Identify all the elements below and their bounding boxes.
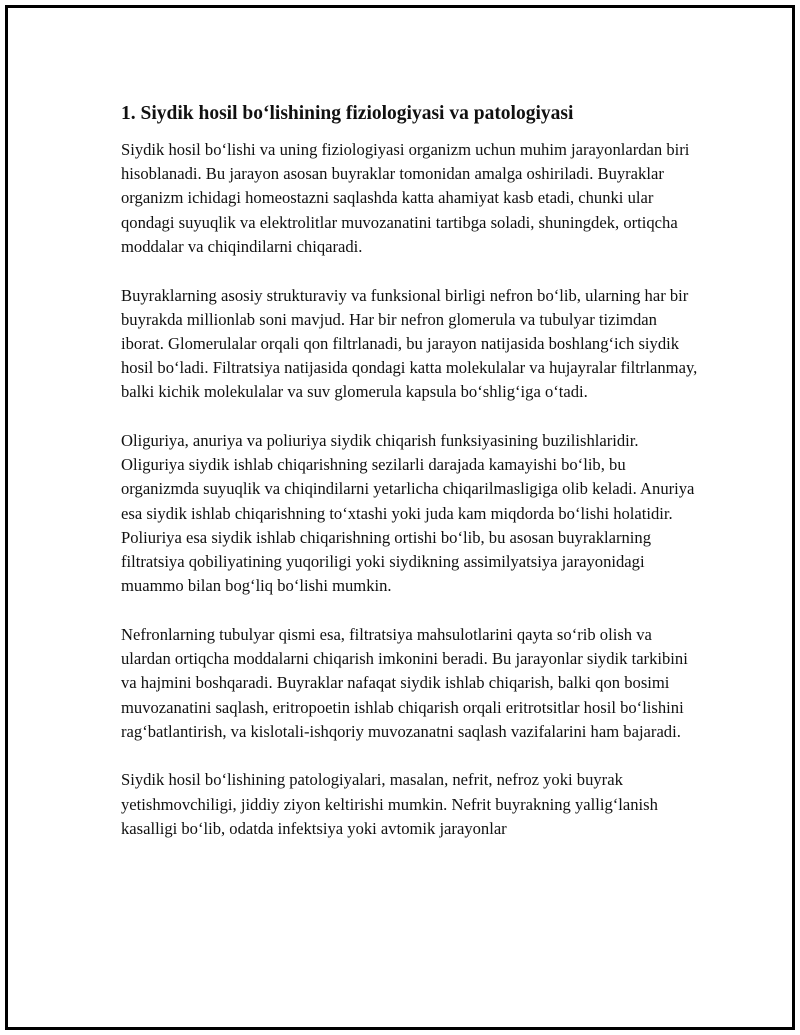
page-frame	[5, 5, 795, 1030]
section-heading: 1. Siydik hosil bo‘lishining fiziologiyasi va patologiyasi	[121, 103, 574, 124]
paragraph-4: Nefronlarning tubulyar qismi esa, filtratsiya mahsulotlarini qayta so‘rib olish va ulardan ortiqcha moddalarni chiqarish imkonini beradi. Bu jarayonlar siydik tarkibini va hajmini boshqaradi. Buyraklar nafaqat siydik ishlab chiqarish, balki qon bosimi muvozanatini saqlash, eritropoetin ishlab chiqarish orqali eritrotsitlar hosil bo‘lishini rag‘batlantirish, va kislotali-ishqoriy muvozanatni saqlash vazifalarini ham bajaradi.	[121, 624, 688, 741]
paragraph-2: Buyraklarning asosiy strukturaviy va funksional birligi nefron bo‘lib, ularning har bir buyrakda millionlab soni mavjud. Har bir nefron glomerula va tubulyar tizimdan iborat. Glomerulalar orqali qon filtrlanadi, bu jarayon natijasida boshlang‘ich siydik hosil bo‘ladi. Filtratsiya natijasida qondagi katta molekulalar va hujayralar filtrlanmay, balki kichik molekulalar va suv glomerula kapsula bo‘shlig‘iga o‘tadi.	[121, 285, 698, 402]
paragraph-1: Siydik hosil bo‘lishi va uning fiziologiyasi organizm uchun muhim jarayonlardan biri hisoblanadi. Bu jarayon asosan buyraklar tomonidan amalga oshiriladi. Buyraklar organizm ichidagi homeostazni saqlashda katta ahamiyat kasb etadi, chunki ular qondagi suyuqlik va elektrolitlar muvozanatini tartibga soladi, shuningdek, ortiqcha moddalar va chiqindilarni chiqaradi.	[121, 140, 690, 256]
paragraph-3: Oliguriya, anuriya va poliuriya siydik chiqarish funksiyasining buzilishlaridir. Oliguriya siydik ishlab chiqarishning sezilarli darajada kamayishi bo‘lib, bu organizmda suyuqlik va chiqindilarni yetarlicha chiqarilmasligiga olib keladi. Anuriya esa siydik ishlab chiqarishning to‘xtashi yoki juda kam miqdorda bo‘lishi holatidir. Poliuriya esa siydik ishlab chiqarishning ortishi bo‘lib, bu asosan buyraklarning filtratsiya qobiliyatining yuqoriligi yoki siydikning assimilyatsiya jarayonidagi muammo bilan bog‘liq bo‘lishi mumkin.	[121, 431, 695, 596]
paragraph-5: Siydik hosil bo‘lishining patologiyalari, masalan, nefrit, nefroz yoki buyrak yetishmovchiligi, jiddiy ziyon keltirishi mumkin. Nefrit buyrakning yallig‘lanish kasalligi bo‘lib, odatda infektsiya yoki avtomik jarayonlar	[121, 770, 658, 838]
document-body	[121, 102, 701, 866]
